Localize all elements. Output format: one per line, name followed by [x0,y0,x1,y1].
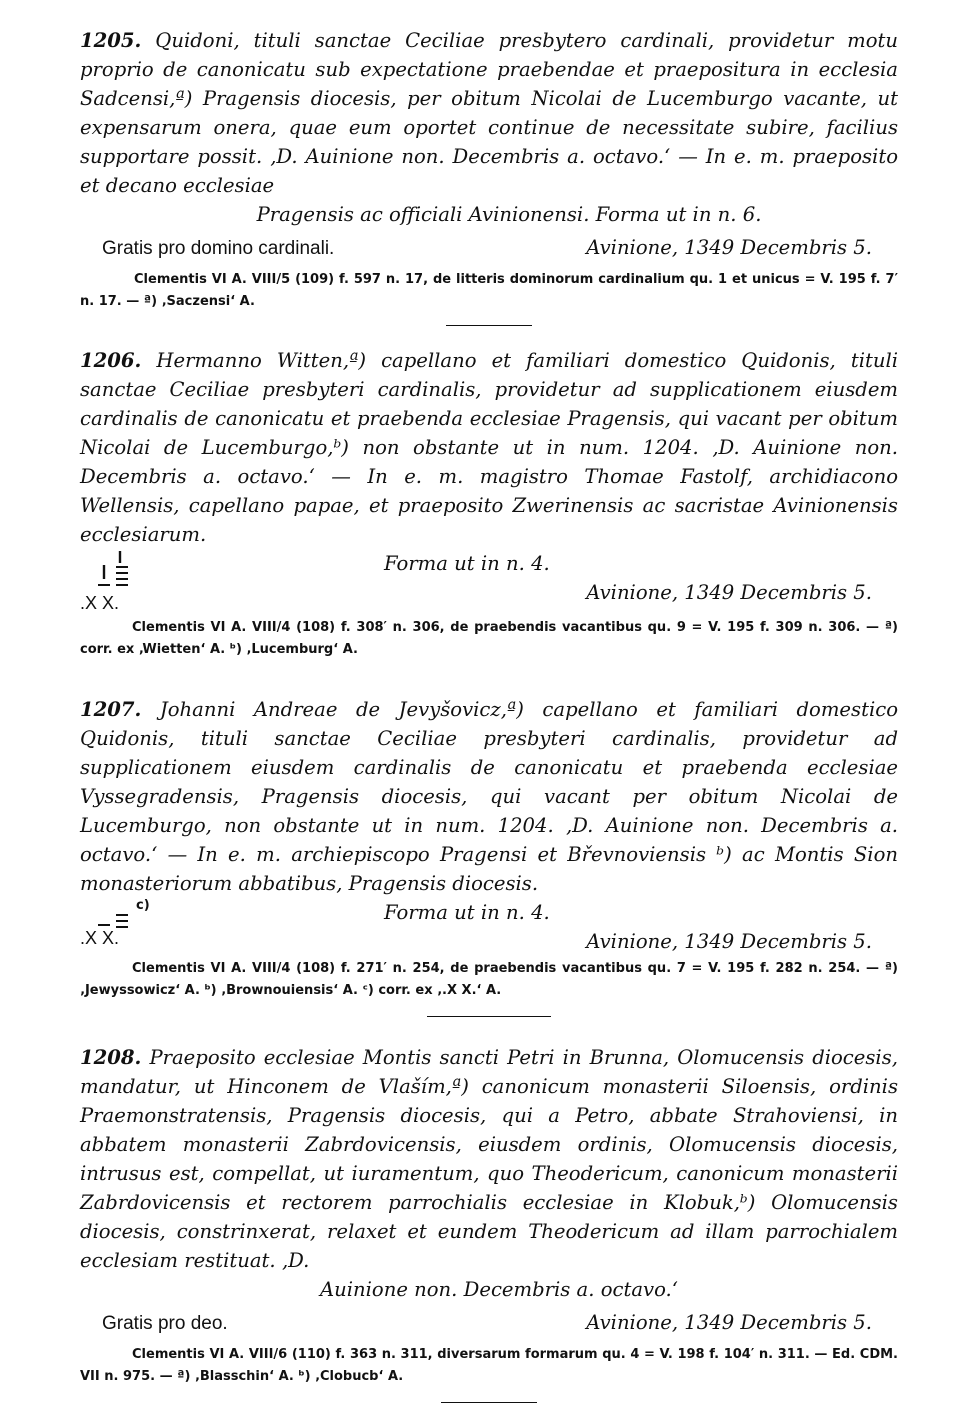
entry-text [80,346,898,549]
entry-number: 1207. [80,698,142,721]
entry-body: Hermanno Witten,ª) capellano et familiari domestico Quidonis, tituli sanctae Ceciliae presbyteri cardinalis, providetur ad supplicationem eiusdem cardinalis de canonicatu et praebenda ecclesiae Pragensis, qui vacant per obitum Nicolai de Lucemburgo,ᵇ) non obstante ut in num. 1204. ‚D. Auinione non. Decembris a. octavo.‘ — In e. m. magistro Thomae Fastolf, archidiacono Wellensis, capellano papae, et praeposito Zwerinensis ac sacristae Avinionensis ecclesiarum. [80,349,898,546]
separator-line [441,1402,537,1403]
entry-body: Johanni Andreae de Jevyšovicz,ª) capellano et familiari domestico Quidonis, tituli sanctae Ceciliae presbyteri cardinalis, providetur ad supplicationem eiusdem cardinalis de canonicatu et praebenda ecclesiae Vyssegradensis, Pragensis diocesis, qui vacant per obitum Nicolai de Lucemburgo, non obstante ut in num. 1204. ‚D. Auinione non. Decembris a. octavo.‘ — In e. m. archiepiscopo Pragensi et Břevnoviensis ᵇ) ac Montis Sion monasteriorum abbatibus, Pragensis diocesis. [80,698,898,895]
mark-footnote: c) [136,898,150,913]
grant-line [102,233,898,263]
form-and-date [384,898,898,956]
entry-1205 [80,26,898,326]
entry-centered-line: Pragensis ac officiali Avinionensi. Forma ut in n. 6. [256,203,762,226]
entry-body: Praeposito ecclesiae Montis sancti Petri in Brunna, Olomucensis diocesis, mandatur, ut Hinconem de Vlaším,ª) canonicum monasterii Siloensis, ordinis Praemonstratensis, Pragensis diocesis, qui a Petro, abbate Strahoviensi, in abbatem monasterii Zabrdovicensis, eiusdem ordinis, Olomucensis diocesis, intrusus est, compellat, ut iuramentum, quo Theodericum, canonicum monasterii Zabrdovicensis et rectorem parrochialis ecclesiae in Klobuk,ᵇ) Olomucensis diocesis, constrinxerat, relaxet et eundem Theodericum ad illam parrochialem ecclesiam restituat. ‚D. [80,1046,898,1272]
form-and-date [384,549,898,607]
document-page [80,26,898,1403]
grant-text: Gratis pro deo. [102,1313,228,1334]
mark-row [80,549,898,615]
entry-note: Clementis VI A. VIII/4 (108) f. 308′ n. 306, de praebendis vacantibus qu. 9 = V. 195 f. 309 n. 306. — ª) corr. ex ‚Wietten‘ A. ᵇ) ‚Lucemburg‘ A. [80,620,898,657]
entry-body: Quidoni, tituli sanctae Ceciliae presbytero cardinali, providetur motu proprio de canonicatu sub expectatione praebendae et praepositura in ecclesia Sadcensi,ª) Pragensis diocesis, per obitum Nicolai de Lucemburgo vacante, ut expensarum onera, quae eum oportet continue de necessitate subire, facilius supportare possit. ‚D. Auinione non. Decembris a. octavo.‘ — In e. m. praeposito et decano ecclesiae [80,29,898,197]
entry-date: Avinione, 1349 Decembris 5. [586,581,872,604]
entry-form: Forma ut in n. 4. [384,552,550,575]
entry-1207 [80,695,898,1017]
entry-form: Forma ut in n. 4. [384,901,550,924]
entry-text [80,695,898,898]
mark-row [80,898,898,954]
entry-date: Avinione, 1349 Decembris 5. [586,930,872,953]
entry-mark: .X X. [80,593,120,613]
entry-1208 [80,1043,898,1403]
entry-number: 1208. [80,1046,142,1069]
entry-number: 1206. [80,349,142,372]
entry-number: 1205. [80,29,142,52]
grant-text: Gratis pro domino cardinali. [102,238,335,259]
entry-date: Avinione, 1349 Decembris 5. [586,236,872,259]
separator-line [427,1016,551,1017]
entry-date: Avinione, 1349 Decembris 5. [586,1311,872,1334]
entry-centered-line: Auinione non. Decembris a. octavo.‘ [319,1278,678,1301]
entry-text [80,26,898,200]
grant-line [102,1308,898,1338]
entry-note: Clementis VI A. VIII/4 (108) f. 271′ n. 254, de praebendis vacantibus qu. 7 = V. 195 f. 282 n. 254. — ª) ‚Jewyssowicz‘ A. ᵇ) ‚Brownouiensis‘ A. ᶜ) corr. ex ‚.X X.‘ A. [80,961,898,998]
entry-note: Clementis VI A. VIII/6 (110) f. 363 n. 311, diversarum formarum qu. 4 = V. 198 f. 104′ n. 311. — Ed. CDM. VII n. 975. — ª) ‚Blasschin‘ A. ᵇ) ‚Clobucb‘ A. [80,1347,898,1384]
entry-note: Clementis VI A. VIII/5 (109) f. 597 n. 17, de litteris dominorum cardinalium qu. 1 et unicus = V. 195 f. 7′ n. 17. — ª) ‚Saczensi‘ A. [80,272,898,309]
entry-mark: .X X. [80,928,120,948]
entry-1206 [80,346,898,661]
entry-text [80,1043,898,1275]
separator-line [446,325,532,326]
